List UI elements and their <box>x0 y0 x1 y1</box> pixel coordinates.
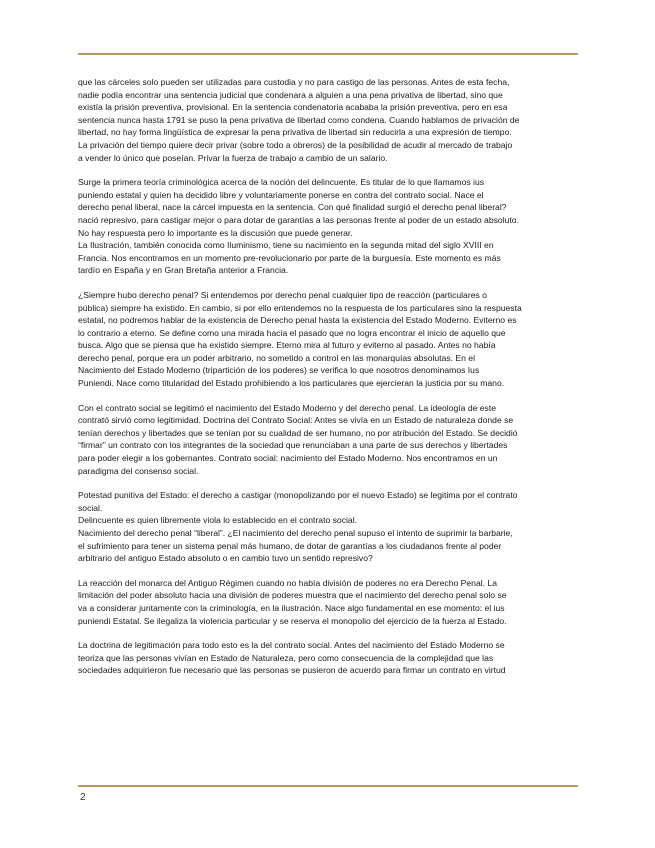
text-line: sociedades adquirieron fue necesario que las personas se pusieron de acuerdo para firmar un contrato en virtud <box>78 665 506 676</box>
text-line: Nacimiento del Estado Moderno (tripartición de los poderes) se verifica lo que nosotros denominamos Ius <box>78 365 480 376</box>
text-line: “firmar” un contrato con los integrantes de la sociedad que renunciaban a una parte de sus derechos y libertades <box>78 440 508 451</box>
text-line: Nacimiento del derecho penal “liberal”. ¿El nacimiento del derecho penal supuso el intento de suprimir la barbarie, <box>78 528 513 538</box>
text-line: Francia. Nos encontramos en un momento pre-revolucionario por parte de la burguesía. Este momento es más <box>78 252 501 263</box>
text-line: pública) siempre ha existido. En cambio, si por ello entendemos no la respuesta de los particulares sino la respuesta <box>78 302 522 313</box>
text-line: busca. Algo que se piensa que ha existido siempre. Eterno mira al futuro y eviterno al pasado. Antes no había <box>78 340 496 351</box>
text-line: nació represivo, para castigar mejor o para dotar de garantías a las personas frente al poder de un estado absoluto. <box>78 214 519 225</box>
text-line: Con el contrato social se legitimó el nacimiento del Estado Moderno y del derecho penal. La ideología de este <box>78 402 497 413</box>
text-line: que las cárceles solo pueden ser utilizadas para custodia y no para castigo de las personas. Antes de esta fecha, <box>78 77 510 87</box>
paragraph-4 <box>78 402 578 478</box>
text-line: Delincuente es quien libremente viola lo establecido en el contrato social. <box>78 515 357 526</box>
footer-rule <box>78 785 578 787</box>
text-line: libertad, no hay forma lingüística de expresar la pena privativa de libertad sin reducirla a una expresión de tiempo. <box>78 127 512 138</box>
paragraph-3 <box>78 289 578 390</box>
text-line: tardío en España y en Gran Bretaña anterior a Francia. <box>78 265 289 276</box>
text-line: La doctrina de legitimación para todo esto es la del contrato social. Antes del nacimiento del Estado Moderno se <box>78 640 505 651</box>
text-line: derecho penal liberal, nace la cárcel impuesta en la sentencia. Con qué finalidad surgió el derecho penal liberal? <box>78 202 507 213</box>
document-body <box>78 76 578 689</box>
text-line: para poder elegir a los gobernantes. Contrato social: nacimiento del Estado Moderno. Nos encontramos en un <box>78 453 498 464</box>
text-line: derecho penal, porque era un poder arbitrario, no sometido a control en las monarquías absolutas. En el <box>78 352 475 363</box>
paragraph-2 <box>78 176 578 277</box>
paragraph-1 <box>78 76 578 164</box>
text-line: puniendo estatal y quien ha decidido libre y voluntariamente ponerse en contra del contrato social. Nace el <box>78 189 484 200</box>
paragraph-5 <box>78 489 578 565</box>
text-line: teoriza que las personas vivían en Estado de Naturaleza, pero como consecuencia de la complejidad que las <box>78 652 494 663</box>
text-line: No hay respuesta pero lo importante es la discusión que puede generar. <box>78 227 353 238</box>
text-line: tenían derechos y libertades que se tenían por su cualidad de ser humano, no por atribución del Estado. Se decidió <box>78 427 518 438</box>
text-line: estatal, no podremos hablar de la existencia de Derecho penal hasta la existencia del Estado Moderno. Eviterno es <box>78 315 517 326</box>
text-line: nadie podía encontrar una sentencia judicial que condenara a alguien a una pena privativa de libertad, sino que <box>78 89 503 100</box>
text-line: a vender lo único que poseían. Privar la fuerza de trabajo a cambio de un salario. <box>78 152 388 163</box>
text-line: va a considerar juntamente con la criminología, en la ilustración. Nace algo fundamental en ese momento: el ius <box>78 602 505 613</box>
text-line: arbitrario del antiguo Estado absoluto o en cambio tuvo un sentido represivo? <box>78 553 373 564</box>
text-line: paradigma del consenso social. <box>78 465 199 476</box>
text-line: lo contrario a eterno. Se define como una mirada hacia el pasado que no logra encontrar el inicio de aquello que <box>78 327 506 338</box>
text-line: el sufrimiento para tener un sistema penal más humano, de dotar de garantías a los ciudadanos frente al poder <box>78 540 502 551</box>
header-rule <box>78 53 578 55</box>
paragraph-6 <box>78 577 578 627</box>
text-line: Potestad punitiva del Estado: el derecho a castigar (monopolizando por el nuevo Estado) se legitima por el contrato <box>78 490 518 501</box>
paragraph-7 <box>78 639 578 677</box>
text-line: limitación del poder absoluto hacia una división de poderes muestra que el nacimiento del derecho penal solo se <box>78 590 507 601</box>
text-line: contrató sirvió como legitimidad. Doctrina del Contrato Social: Antes se vivía en un Estado de naturaleza donde se <box>78 415 514 426</box>
text-line: Surge la primera teoría criminológica acerca de la noción del delincuente. Es titular de lo que llamamos ius <box>78 177 485 188</box>
text-line: ¿Siempre hubo derecho penal? Si entendemos por derecho penal cualquier tipo de reacción (particulares o <box>78 289 487 300</box>
text-line: social. <box>78 502 103 513</box>
text-line: La Ilustración, también conocida como Iluminismo, tiene su nacimiento en la segunda mitad del siglo XVIII en <box>78 240 494 251</box>
text-line: La privación del tiempo quiere decir privar (sobre todo a obreros) de la posibilidad de acudir al mercado de trabajo <box>78 139 513 150</box>
text-line: Puniendi. Nace como titularidad del Estado prohibiendo a los particulares que ejercieran la justicia por su mano. <box>78 378 505 389</box>
text-line: puniendi Estatal. Se ilegaliza la violencia particular y se reserva el monopolio del ejercicio de la fuerza al Estado. <box>78 615 507 626</box>
page-number: 2 <box>80 792 86 803</box>
text-line: existía la prisión preventiva, provisional. En la sentencia condenatoria acababa la prisión preventiva, pero en esa <box>78 102 508 113</box>
text-line: sentencia nunca hasta 1791 se puso la pena privativa de libertad como condena. Cuando hablamos de privación de <box>78 114 520 125</box>
text-line: La reacción del monarca del Antiguo Régimen cuando no había división de poderes no era Derecho Penal. La <box>78 577 497 588</box>
